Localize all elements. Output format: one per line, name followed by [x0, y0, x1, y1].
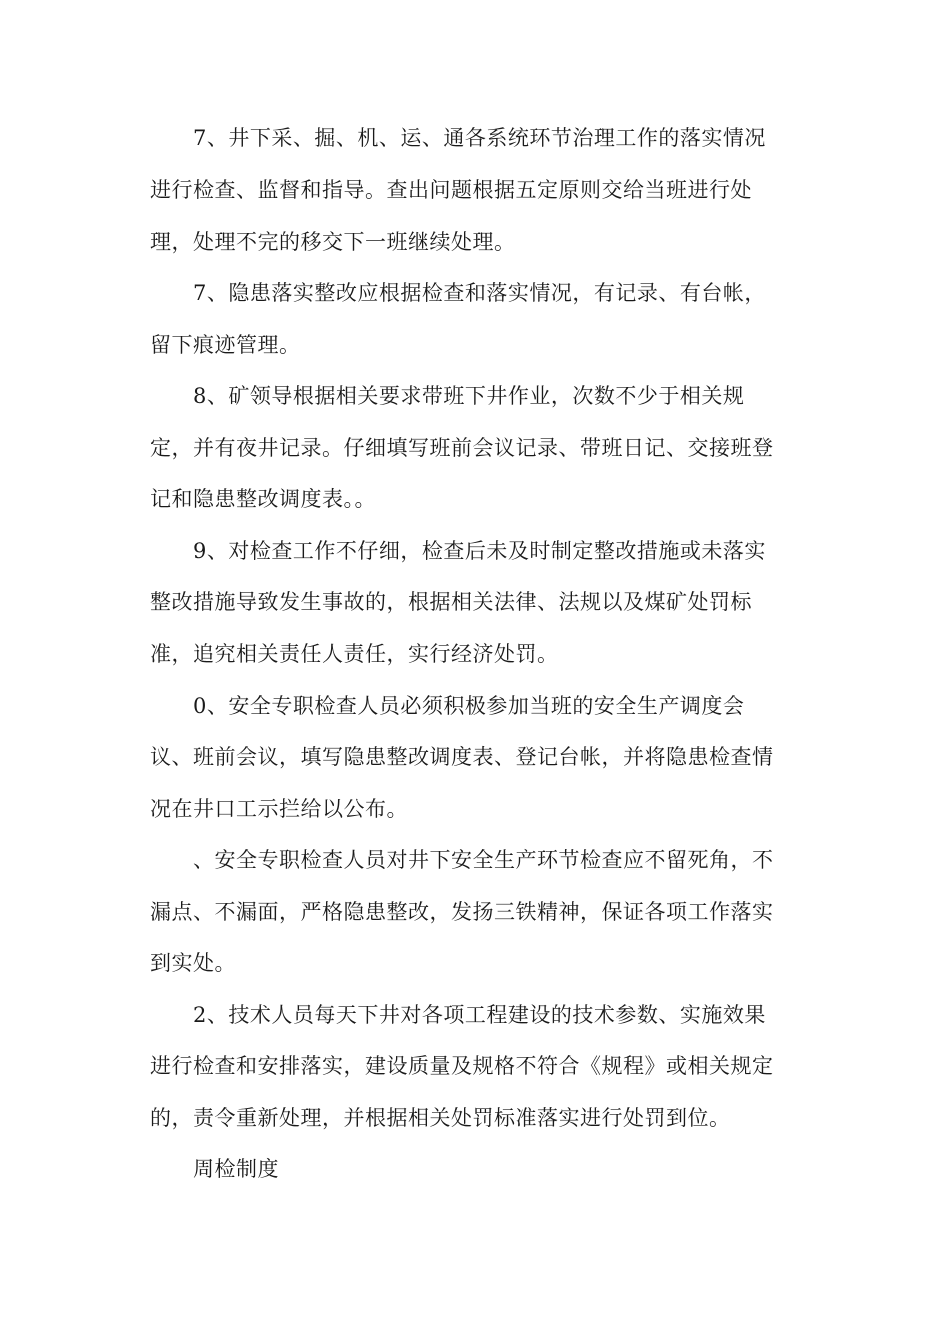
section-heading: 周检制度	[193, 1157, 279, 1181]
paragraph-line: 、安全专职检查人员对井下安全生产环节检查应不留死角，不	[193, 848, 774, 872]
paragraph-line: 0、安全专职检查人员必须积极参加当班的安全生产调度会	[193, 694, 745, 718]
paragraph-line: 2、技术人员每天下井对各项工程建设的技术参数、实施效果	[193, 1003, 766, 1027]
paragraph-line: 到实处。	[150, 951, 236, 975]
paragraph-line: 留下痕迹管理。	[150, 333, 301, 357]
paragraph-line: 的，责令重新处理，并根据相关处罚标准落实进行处罚到位。	[150, 1106, 731, 1130]
paragraph-line: 记和隐患整改调度表。。	[150, 487, 376, 511]
paragraph-line: 9、对检查工作不仔细，检查后未及时制定整改措施或未落实	[193, 539, 766, 563]
paragraph-line: 7、隐患落实整改应根据检查和落实情况，有记录、有台帐，	[193, 281, 766, 305]
paragraph-line: 理，处理不完的移交下一班继续处理。	[150, 230, 516, 254]
paragraph-line: 8、矿领导根据相关要求带班下井作业，次数不少于相关规	[193, 384, 745, 408]
paragraph-line: 7、井下采、掘、机、运、通各系统环节治理工作的落实情况	[193, 126, 766, 150]
paragraph-line: 整改措施导致发生事故的，根据相关法律、法规以及煤矿处罚标	[150, 590, 752, 614]
paragraph-line: 进行检查和安排落实，建设质量及规格不符合《规程》或相关规定	[150, 1054, 774, 1078]
paragraph-line: 议、班前会议，填写隐患整改调度表、登记台帐，并将隐患检查情	[150, 745, 774, 769]
paragraph-line: 定，并有夜井记录。仔细填写班前会议记录、带班日记、交接班登	[150, 436, 774, 460]
paragraph-line: 况在井口工示拦给以公布。	[150, 797, 408, 821]
paragraph-line: 进行检查、监督和指导。查出问题根据五定原则交给当班进行处	[150, 178, 752, 202]
paragraph-line: 漏点、不漏面，严格隐患整改，发扬三铁精神，保证各项工作落实	[150, 900, 774, 924]
paragraph-line: 准，追究相关责任人责任，实行经济处罚。	[150, 642, 559, 666]
